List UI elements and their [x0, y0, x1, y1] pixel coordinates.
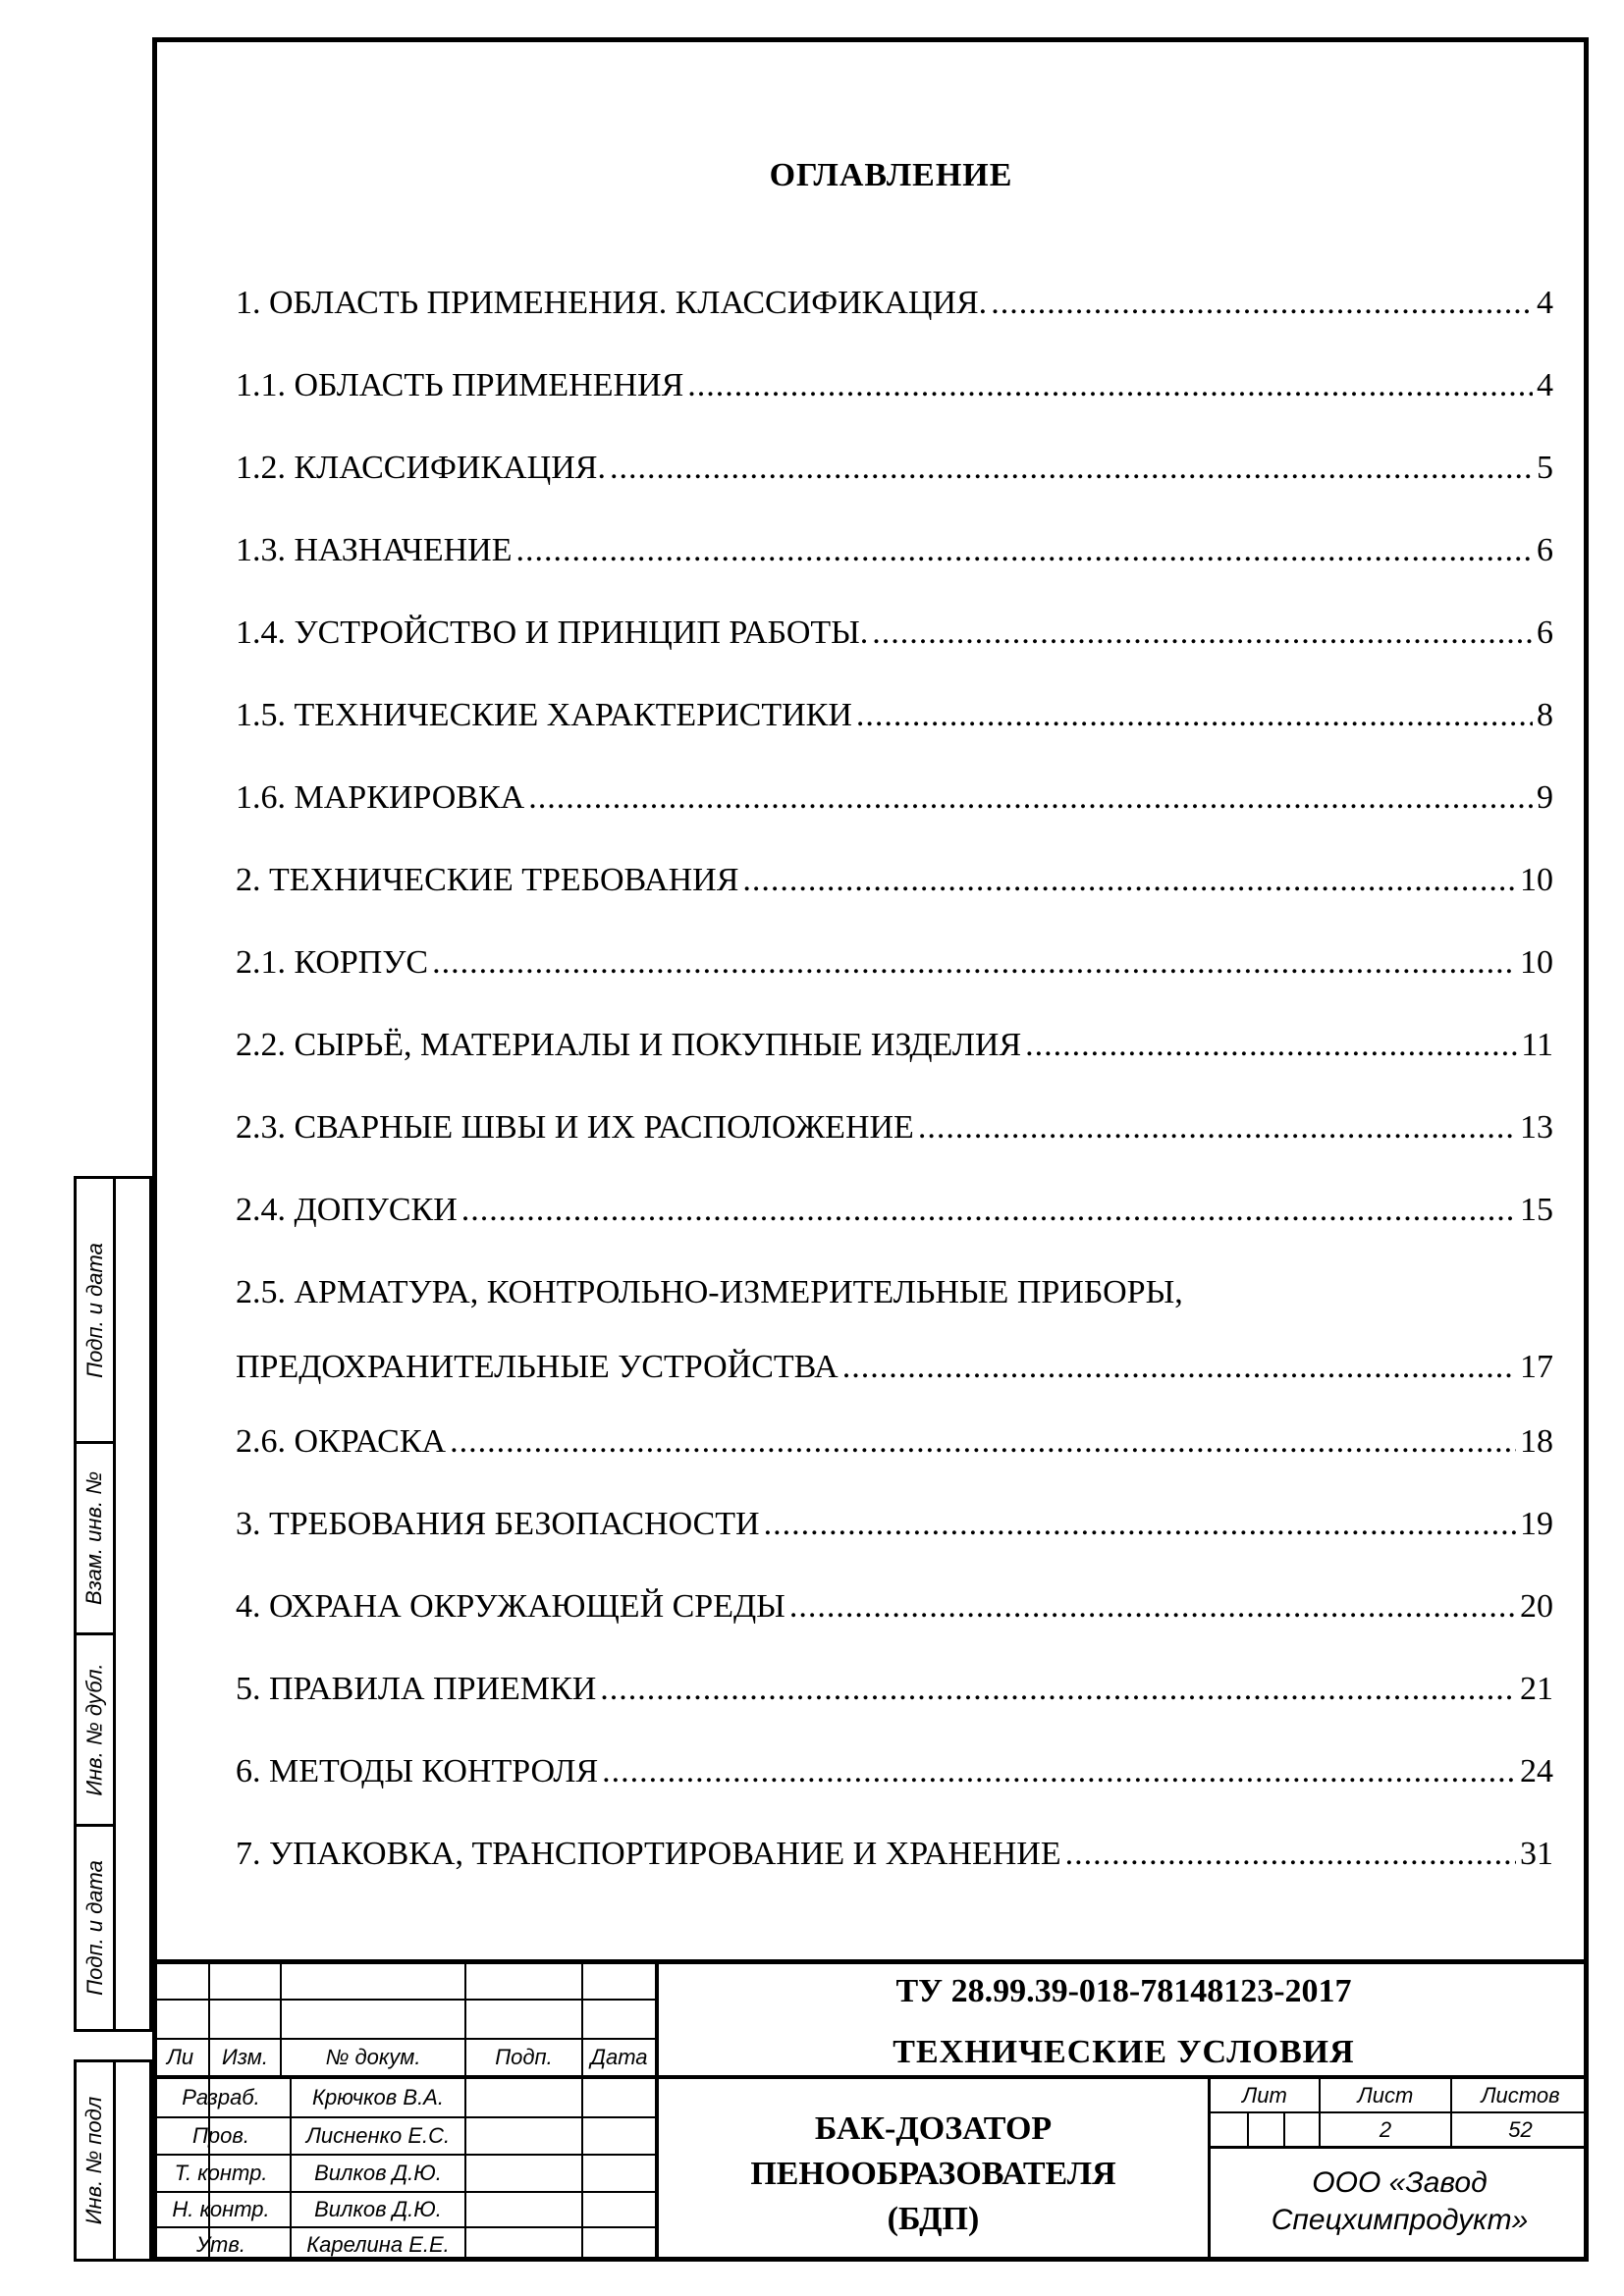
col-date: Дата — [590, 2045, 648, 2069]
title-block — [152, 1959, 1589, 2262]
toc-entry[interactable] — [236, 1506, 1553, 1588]
toc-entry-text: 5. ПРАВИЛА ПРИЕМКИ — [236, 1671, 597, 1707]
strip-cell — [77, 1635, 116, 1827]
toc-leader — [918, 1109, 1516, 1147]
toc-entry[interactable] — [236, 532, 1553, 614]
toc-entry-page: 10 — [1520, 944, 1553, 981]
toc-entry-text: 2.4. ДОПУСКИ — [236, 1192, 458, 1228]
sheets-label: Листов — [1481, 2082, 1560, 2108]
toc-entry-text: 1.3. НАЗНАЧЕНИЕ — [236, 532, 513, 568]
toc-entry-text: 4. ОХРАНА ОКРУЖАЮЩЕЙ СРЕДЫ — [236, 1588, 785, 1625]
strip-label: Инв. № подл — [81, 2096, 107, 2225]
toc-entry-page: 8 — [1537, 697, 1553, 733]
toc-entry-text: 2.1. КОРПУС — [236, 944, 429, 981]
toc-leader — [842, 1349, 1516, 1386]
toc-entry-page: 17 — [1520, 1349, 1553, 1385]
toc-leader — [461, 1192, 1516, 1229]
toc-entry-text: ПРЕДОХРАНИТЕЛЬНЫЕ УСТРОЙСТВА — [236, 1349, 839, 1385]
role-label: Разраб. — [182, 2085, 260, 2109]
toc-entry[interactable] — [236, 862, 1553, 944]
toc-entry[interactable] — [236, 367, 1553, 450]
toc-entry[interactable] — [236, 1753, 1553, 1836]
toc-entry-text: 1.4. УСТРОЙСТВО И ПРИНЦИП РАБОТЫ. — [236, 614, 869, 651]
toc-entry-text: 2.2. СЫРЬЁ, МАТЕРИАЛЫ И ПОКУПНЫЕ ИЗДЕЛИЯ — [236, 1027, 1022, 1063]
strip-cell — [77, 1827, 116, 2029]
toc-leader — [991, 285, 1533, 322]
toc-leader — [856, 697, 1533, 734]
toc-entry-page: 4 — [1537, 367, 1553, 403]
toc-entry[interactable] — [236, 1836, 1553, 1918]
strip-cell — [77, 1444, 116, 1635]
toc-leader — [602, 1753, 1516, 1790]
toc-entry-page: 20 — [1520, 1588, 1553, 1625]
toc-entry-page: 21 — [1520, 1671, 1553, 1707]
toc-entry-page: 6 — [1537, 614, 1553, 651]
col-izm: Изм. — [222, 2045, 268, 2069]
toc-leader — [1025, 1027, 1517, 1064]
toc-entry-text: 3. ТРЕБОВАНИЯ БЕЗОПАСНОСТИ — [236, 1506, 760, 1542]
toc-entry[interactable] — [236, 1027, 1553, 1109]
toc-entry-text-line1: 2.5. АРМАТУРА, КОНТРОЛЬНО-ИЗМЕРИТЕЛЬНЫЕ ПРИБОРЫ, — [236, 1274, 1183, 1310]
toc-entry-text: 7. УПАКОВКА, ТРАНСПОРТИРОВАНИЕ И ХРАНЕНИЕ — [236, 1836, 1061, 1872]
toc-entry-page: 13 — [1520, 1109, 1553, 1146]
document-code: ТУ 28.99.39-018-78148123-2017 — [895, 1973, 1352, 2009]
toc-leader — [450, 1423, 1516, 1461]
toc-entry[interactable] — [236, 1423, 1553, 1506]
organization-line1: ООО «Завод — [1312, 2166, 1488, 2199]
toc-leader — [515, 532, 1533, 569]
sheet-number: 2 — [1379, 2116, 1392, 2142]
toc-leader — [789, 1588, 1516, 1626]
toc-entry-text: 1.1. ОБЛАСТЬ ПРИМЕНЕНИЯ — [236, 367, 684, 403]
toc-entry-page: 9 — [1537, 779, 1553, 816]
toc-entry-page: 5 — [1537, 450, 1553, 486]
toc-entry-text: 1.2. КЛАССИФИКАЦИЯ. — [236, 450, 606, 486]
toc-entry-text: 1.5. ТЕХНИЧЕСКИЕ ХАРАКТЕРИСТИКИ — [236, 697, 852, 733]
col-doc-no: № докум. — [325, 2045, 421, 2069]
organization-line2: Спецхимпродукт» — [1271, 2204, 1529, 2236]
role-label: Утв. — [196, 2232, 245, 2257]
side-strip-upper — [74, 1176, 152, 2032]
strip-label: Подп. и дата — [81, 1860, 107, 1996]
strip-cell — [77, 2062, 116, 2259]
role-label: Н. контр. — [172, 2197, 270, 2221]
strip-label: Взам. инв. № — [81, 1470, 107, 1606]
product-name-line2: ПЕНООБРАЗОВАТЕЛЯ — [750, 2156, 1116, 2192]
toc-entry-page: 19 — [1520, 1506, 1553, 1542]
toc-entry-page: 10 — [1520, 862, 1553, 898]
toc-entry-page: 6 — [1537, 532, 1553, 568]
role-label: Т. контр. — [174, 2161, 268, 2185]
role-name: Крючков В.А. — [312, 2085, 444, 2109]
role-name: Вилков Д.Ю. — [314, 2197, 442, 2221]
role-name: Лисненко Е.С. — [305, 2123, 451, 2148]
toc-entry[interactable] — [236, 1671, 1553, 1753]
toc-entry-text: 2. ТЕХНИЧЕСКИЕ ТРЕБОВАНИЯ — [236, 862, 739, 898]
lit-label: Лит — [1242, 2082, 1287, 2108]
toc-leader — [764, 1506, 1516, 1543]
toc-leader — [528, 779, 1533, 817]
role-name: Вилков Д.Ю. — [314, 2161, 442, 2185]
toc-entry[interactable] — [236, 697, 1553, 779]
sheets-total: 52 — [1508, 2116, 1533, 2142]
table-of-contents — [236, 285, 1553, 1918]
toc-entry-page: 31 — [1520, 1836, 1553, 1872]
col-li: Ли — [166, 2045, 194, 2069]
toc-entry[interactable] — [236, 1588, 1553, 1671]
toc-leader — [687, 367, 1533, 404]
toc-leader — [610, 450, 1533, 487]
toc-entry-page: 18 — [1520, 1423, 1553, 1460]
strip-label: Инв. № дубл. — [81, 1663, 107, 1796]
product-name-line3: (БДП) — [887, 2201, 980, 2237]
toc-entry-text: 2.3. СВАРНЫЕ ШВЫ И ИХ РАСПОЛОЖЕНИЕ — [236, 1109, 914, 1146]
toc-entry[interactable] — [236, 1192, 1553, 1274]
toc-entry-multiline[interactable] — [236, 1274, 1553, 1423]
toc-entry[interactable] — [236, 450, 1553, 532]
toc-leader — [872, 614, 1533, 652]
toc-entry[interactable] — [236, 614, 1553, 697]
toc-entry[interactable] — [236, 285, 1553, 367]
toc-entry-text: 6. МЕТОДЫ КОНТРОЛЯ — [236, 1753, 599, 1789]
toc-entry[interactable] — [236, 944, 1553, 1027]
strip-label: Подп. и дата — [81, 1242, 107, 1378]
side-strip-lower — [74, 2059, 152, 2262]
toc-leader — [742, 862, 1516, 899]
document-type: ТЕХНИЧЕСКИЕ УСЛОВИЯ — [893, 2034, 1355, 2070]
toc-entry[interactable] — [236, 1109, 1553, 1192]
toc-entry-page: 24 — [1520, 1753, 1553, 1789]
sheet-label: Лист — [1357, 2082, 1414, 2108]
toc-entry-page: 11 — [1521, 1027, 1553, 1063]
toc-entry-text: 1.6. МАРКИРОВКА — [236, 779, 525, 816]
toc-entry-text: 2.6. ОКРАСКА — [236, 1423, 447, 1460]
toc-entry-text: 1. ОБЛАСТЬ ПРИМЕНЕНИЯ. КЛАССИФИКАЦИЯ. — [236, 285, 988, 321]
strip-cell — [77, 1179, 116, 1444]
toc-leader — [600, 1671, 1516, 1708]
toc-entry-page: 15 — [1520, 1192, 1553, 1228]
toc-entry-page: 4 — [1537, 285, 1553, 321]
role-name: Карелина Е.Е. — [306, 2232, 450, 2257]
toc-entry[interactable] — [236, 779, 1553, 862]
toc-leader — [1065, 1836, 1516, 1873]
toc-leader — [432, 944, 1516, 982]
product-name-line1: БАК-ДОЗАТОР — [814, 2110, 1053, 2147]
col-sign: Подп. — [495, 2045, 553, 2069]
role-label: Пров. — [191, 2123, 249, 2148]
toc-title: ОГЛАВЛЕНИЕ — [769, 157, 1013, 193]
